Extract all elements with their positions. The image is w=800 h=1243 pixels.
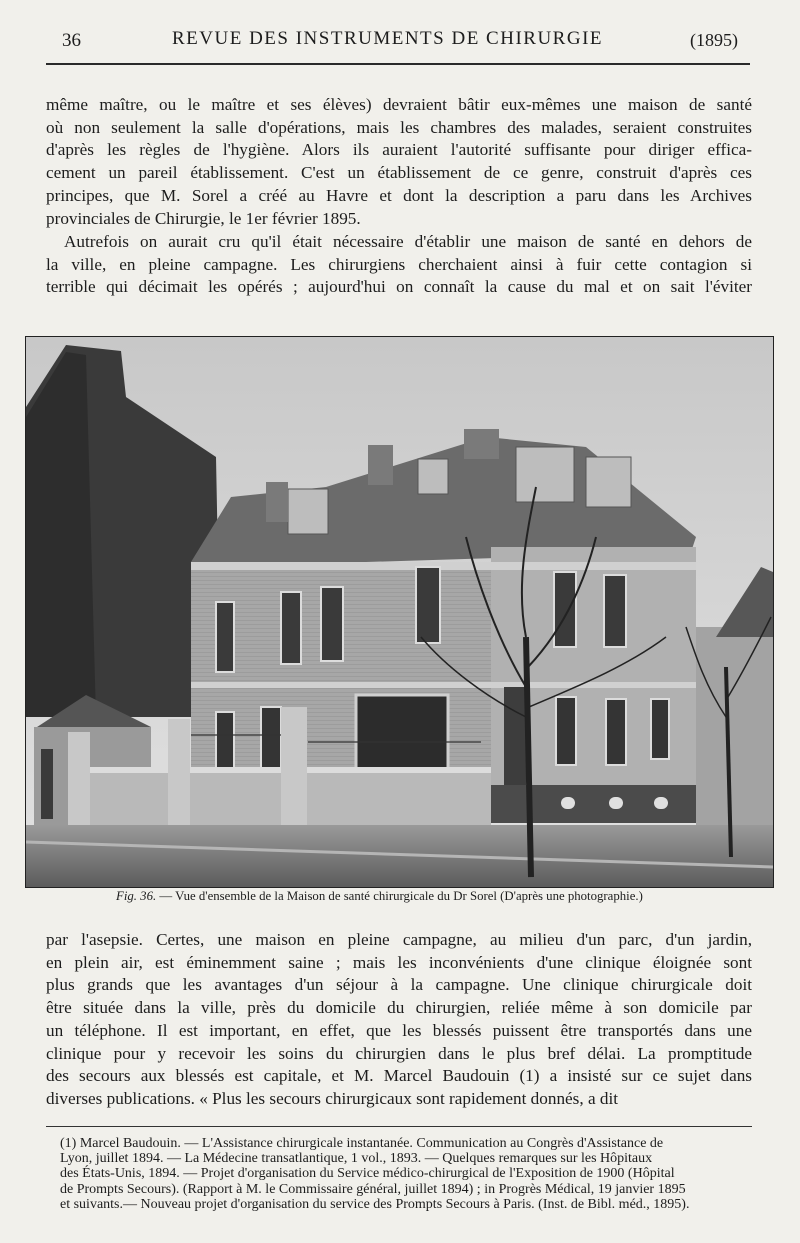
text-line: même maître, ou le maître et ses élèves) devraient bâtir eux-mêmes une maison de santé xyxy=(46,95,752,114)
caption-text: — Vue d'ensemble de la Maison de santé chirurgicale du Dr Sorel (D'après une photographie.) xyxy=(156,889,643,903)
footnote-line: Lyon, juillet 1894. — La Médecine transatlantique, 1 vol., 1893. — Quelques remarques sur les Hôpitaux xyxy=(60,1151,653,1167)
text-line: clinique pour y recevoir les soins du chirurgien dans le plus bref délai. La promptitude xyxy=(46,1043,752,1063)
figure-caption xyxy=(116,889,726,904)
text-line: la ville, en pleine campagne. Les chirurgiens cherchaient ainsi à fuir cette contagion si xyxy=(46,254,752,274)
text-line: principes, que M. Sorel a créé au Havre et dont la description a paru dans les Archives xyxy=(46,185,752,205)
journal-year: (1895) xyxy=(690,30,738,50)
text-line: des secours aux blessés est capitale, et M. Marcel Baudouin (1) a insisté sur ce sujet dans xyxy=(46,1066,752,1086)
paragraph-3 xyxy=(46,929,752,1111)
running-header xyxy=(62,22,738,52)
text-line: par l'asepsie. Certes, une maison en pleine campagne, au milieu d'un parc, d'un jardin, xyxy=(46,930,752,949)
text-line: provinciales de Chirurgie, le 1er février 1895. xyxy=(46,208,361,228)
header-rule xyxy=(46,63,750,65)
text-line: terrible qui décimait les opérés ; aujourd'hui on connaît la cause du mal et on sait l'éviter xyxy=(46,277,752,297)
text-line: diverses publications. « Plus les secours chirurgicaux sont rapidement donnés, a dit xyxy=(46,1088,619,1108)
text-line: être située dans la ville, près du domicile du chirurgien, reliée même à son domicile par xyxy=(46,998,752,1018)
page-number: 36 xyxy=(62,30,81,51)
text-line: où non seulement la salle d'opérations, mais les chambres des malades, seraient construites xyxy=(46,117,752,137)
paragraph-1 xyxy=(46,94,752,230)
footnote-line: de Prompts Secours). (Rapport à M. le Commissaire général, juillet 1894) ; in Progrès Médical, 19 janvier 1895 xyxy=(60,1181,686,1197)
photo-illustration xyxy=(26,337,773,887)
text-line: d'après les règles de l'hygiène. Alors ils auraient l'autorité suffisante pour diriger effica- xyxy=(46,140,752,160)
journal-title: REVUE DES INSTRUMENTS DE CHIRURGIE xyxy=(172,28,603,49)
text-line: Autrefois on aurait cru qu'il était nécessaire d'établir une maison de santé en dehors de xyxy=(64,232,752,251)
footnote-line: (1) Marcel Baudouin. — L'Assistance chirurgicale instantanée. Communication au Congrès d'Assistance de xyxy=(60,1136,664,1151)
footnote-line: des États-Unis, 1894. — Projet d'organisation du Service médico-chirurgical de l'Exposition de 1900 (Hôpital xyxy=(60,1166,675,1182)
building-photograph xyxy=(25,336,774,888)
text-line: un téléphone. Il est important, en effet, que les blessés puissent être transportés dans une xyxy=(46,1020,752,1040)
footnote-rule xyxy=(46,1126,752,1127)
text-line: en plein air, est éminemment saine ; mais les inconvénients d'une clinique éloignée sont xyxy=(46,952,752,972)
footnote xyxy=(60,1136,772,1212)
paragraph-2 xyxy=(46,231,752,299)
text-line: plus grands que les avantages d'un séjour à la campagne. Une clinique chirurgicale doit xyxy=(46,975,752,995)
figure-label: Fig. 36. xyxy=(116,889,157,903)
text-line: cement un pareil établissement. C'est un établissement de ce genre, construit d'après ces xyxy=(46,163,752,183)
footnote-line: et suivants.— Nouveau projet d'organisation du service des Prompts Secours à Paris. (Inst. de Bibl. méd., 1895). xyxy=(60,1196,690,1212)
